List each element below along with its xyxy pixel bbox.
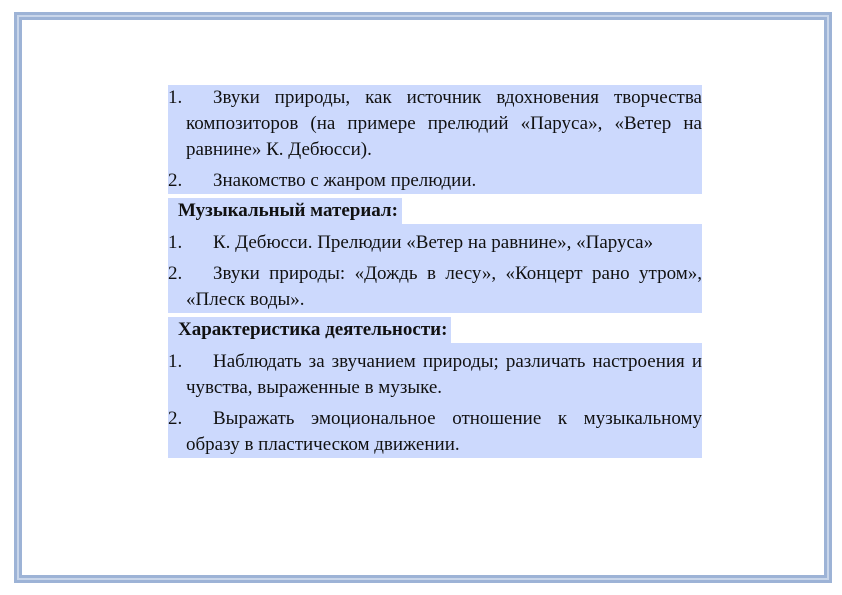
material-list [168, 224, 702, 313]
list-item [168, 349, 702, 401]
list-item [168, 261, 702, 313]
item-text: Выражать эмоциональное отношение к музыкальному образу в пластическом движении. [186, 408, 702, 455]
item-text: Звуки природы: «Дождь в лесу», «Концерт рано утром», «Плеск воды». [186, 263, 702, 310]
item-number: 1. [168, 351, 183, 372]
item-number: 2. [168, 170, 183, 191]
item-number: 1. [168, 87, 183, 108]
item-text: Знакомство с жанром прелюдии. [213, 170, 477, 191]
heading-row [168, 313, 702, 343]
heading-row [168, 194, 702, 224]
topics-list [168, 85, 702, 194]
item-number: 2. [168, 408, 183, 429]
list-item [168, 230, 702, 256]
list-item [168, 406, 702, 458]
activity-heading: Характеристика деятельности: [168, 317, 451, 343]
slide-content [168, 85, 702, 458]
list-item [168, 85, 702, 163]
item-number: 1. [168, 232, 183, 253]
material-heading: Музыкальный материал: [168, 198, 402, 224]
item-text: Наблюдать за звучанием природы; различать настроения и чувства, выраженные в музыке. [186, 351, 702, 398]
item-text: Звуки природы, как источник вдохновения творчества композиторов (на примере прелюдий «Паруса», «Ветер на равнине» К. Дебюсси). [186, 87, 702, 160]
item-number: 2. [168, 263, 183, 284]
activity-list [168, 343, 702, 458]
list-item [168, 168, 702, 194]
item-text: К. Дебюсси. Прелюдии «Ветер на равнине», «Паруса» [213, 232, 654, 253]
